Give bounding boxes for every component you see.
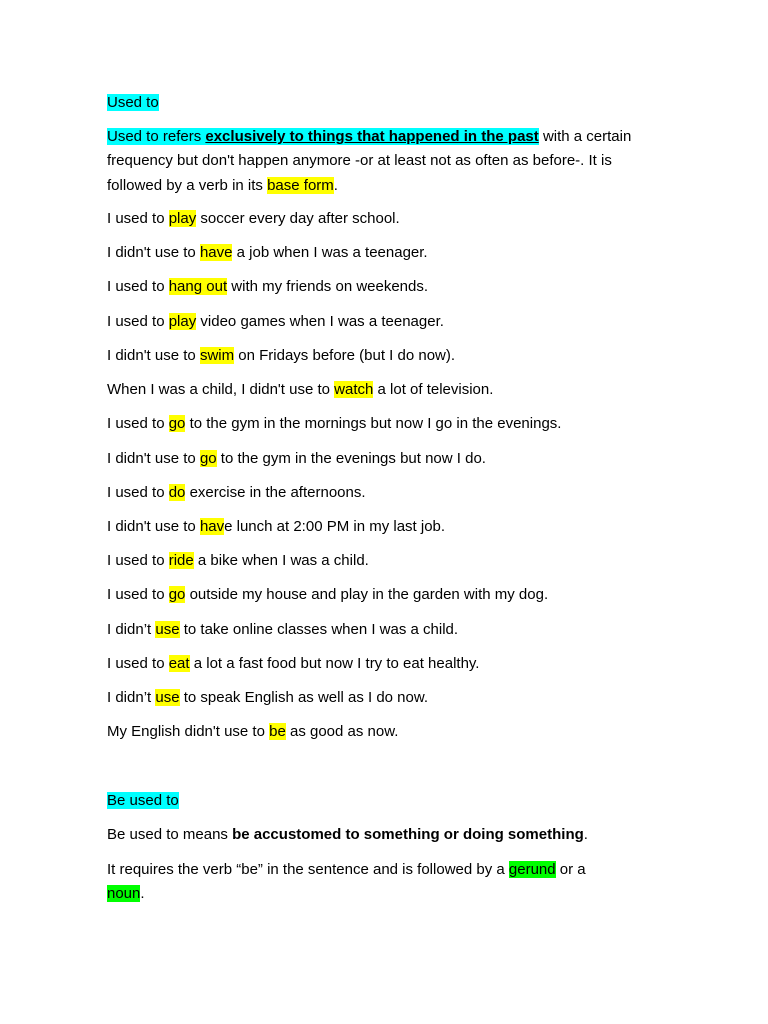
emphasis-past: exclusively to things that happened in the past: [205, 128, 539, 145]
intro-line-1: Used to refers exclusively to things that happened in the past with a certain: [107, 128, 632, 145]
noun-highlight: noun: [107, 885, 141, 902]
example-sentence: I didn’t use to speak English as well as I do now.: [107, 689, 429, 706]
example-sentence: My English didn't use to be as good as now.: [107, 723, 399, 740]
definition-emphasis: be accustomed to something or doing something: [232, 826, 584, 843]
example-sentence: I didn't use to have lunch at 2:00 PM in my last job.: [107, 518, 446, 535]
example-sentence: I used to hang out with my friends on weekends.: [107, 278, 429, 295]
example-sentence: I didn't use to have a job when I was a teenager.: [107, 244, 428, 261]
example-sentence: I used to do exercise in the afternoons.: [107, 484, 366, 501]
example-sentence: I used to ride a bike when I was a child.: [107, 552, 369, 569]
example-sentence: I didn't use to swim on Fridays before (but I do now).: [107, 347, 456, 364]
requirement-line-2: noun.: [107, 885, 145, 902]
intro-line-3: followed by a verb in its base form.: [107, 177, 338, 194]
example-sentence: I used to go to the gym in the mornings but now I go in the evenings.: [107, 415, 562, 432]
base-form-highlight: base form: [267, 177, 334, 194]
requirement-line-1: It requires the verb “be” in the sentence and is followed by a gerund or a: [107, 861, 586, 878]
example-sentence: I used to go outside my house and play in the garden with my dog.: [107, 586, 549, 603]
intro-line-2: frequency but don't happen anymore -or at least not as often as before-. It is: [107, 152, 612, 169]
example-sentence: I didn’t use to take online classes when I was a child.: [107, 621, 459, 638]
example-sentence: I used to play video games when I was a teenager.: [107, 313, 444, 330]
example-sentence: I didn't use to go to the gym in the evenings but now I do.: [107, 450, 486, 467]
section-heading-used-to: Used to: [107, 94, 159, 111]
section-heading-be-used-to: Be used to: [107, 792, 179, 809]
example-sentence: When I was a child, I didn't use to watch a lot of television.: [107, 381, 494, 398]
be-used-to-definition: Be used to means be accustomed to something or doing something.: [107, 826, 588, 843]
example-sentence: I used to play soccer every day after school.: [107, 210, 400, 227]
gerund-highlight: gerund: [508, 861, 556, 878]
example-sentence: I used to eat a lot a fast food but now I try to eat healthy.: [107, 655, 480, 672]
